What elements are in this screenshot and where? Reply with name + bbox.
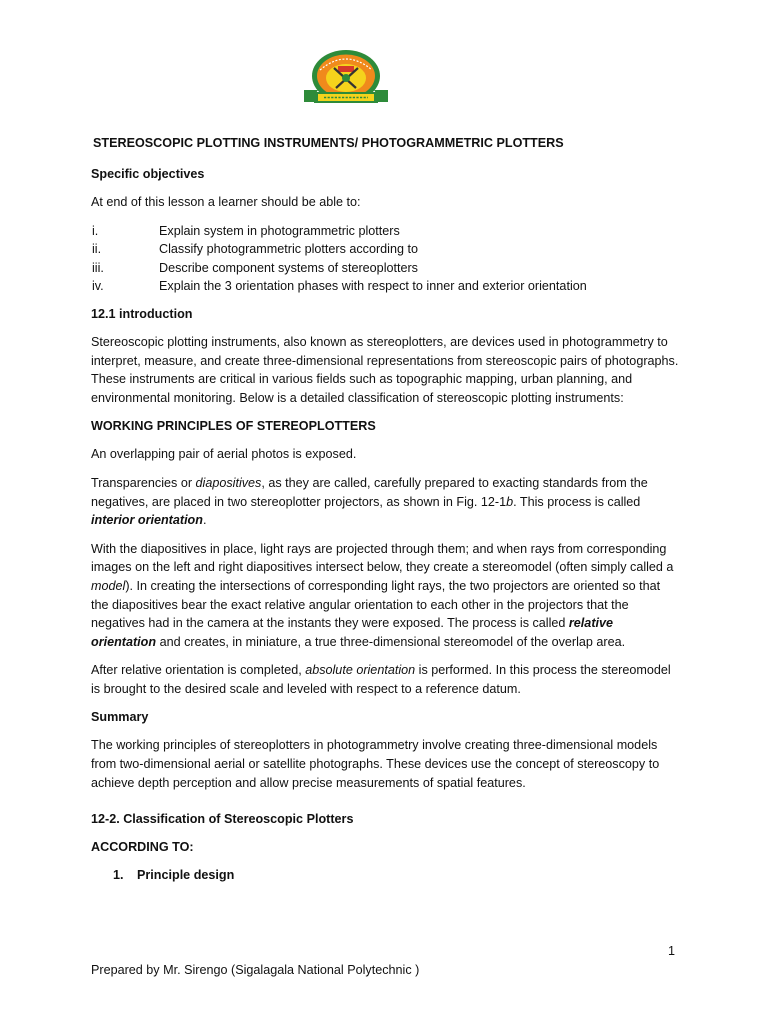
text-run: With the diapositives in place, light rays are projected through them; and when rays from corresponding images on the left and right diapositives intersect below, they create a stereomodel (often simply called a xyxy=(91,541,674,575)
text-run: , as they are called, carefully prepared to exacting standards from the negatives, are placed in two stereoplotter projectors, as shown in Fig. 12-1 xyxy=(91,475,648,509)
list-item-text: Explain the 3 orientation phases with respect to inner and exterior orientation xyxy=(159,279,587,294)
document-title: STEREOSCOPIC PLOTTING INSTRUMENTS/ PHOTOGRAMMETRIC PLOTTERS xyxy=(93,136,564,150)
text-run: . xyxy=(202,513,207,528)
text-run: is performed. In this process the stereomodel is brought to the desired scale and leveled with respect to a reference datum. xyxy=(91,663,671,696)
working-paragraph-3 xyxy=(91,540,681,652)
text-run-bold-italic: relative orientation xyxy=(91,616,614,649)
list-item-number: iii. xyxy=(92,260,104,275)
text-run: Transparencies or xyxy=(91,475,196,490)
list-item-number: ii. xyxy=(92,242,102,257)
text-run: and creates, in miniature, a true three-dimensional stereomodel of the overlap area. xyxy=(156,634,626,649)
page-number: 1 xyxy=(668,944,676,958)
text-run-italic: diapositives xyxy=(195,475,262,490)
text-run-italic: model xyxy=(91,578,126,593)
list-item-number: i. xyxy=(92,223,99,238)
list-item-text: Explain system in photogrammetric plotters xyxy=(159,223,400,238)
objectives-intro: At end of this lesson a learner should be able to: xyxy=(91,195,361,209)
text-run: ). In creating the intersections of corresponding light rays, the two projectors are oriented so that the diapositives bear the exact relative angular orientation to each other in the projectors that the negatives had in the camera at the instants they were exposed. The process is called xyxy=(91,578,661,631)
summary-heading: Summary xyxy=(91,710,149,725)
institution-logo xyxy=(300,46,392,110)
numbered-item-principle-design xyxy=(113,866,681,885)
text-run-bold-italic: interior orientation xyxy=(91,513,203,528)
page-footer: Prepared by Mr. Sirengo (Sigalagala National Polytechnic ) xyxy=(91,963,420,977)
logo-emblem xyxy=(342,74,350,82)
list-item-number: iv. xyxy=(92,279,104,294)
vertical-spacer xyxy=(91,802,681,810)
objectives-heading: Specific objectives xyxy=(91,167,205,181)
document-body xyxy=(91,134,681,885)
list-item xyxy=(91,240,681,259)
working-principles-heading: WORKING PRINCIPLES OF STEREOPLOTTERS xyxy=(91,419,376,434)
text-run-italic: b xyxy=(506,494,514,509)
according-to-heading: ACCORDING TO: xyxy=(91,840,194,855)
list-item xyxy=(91,222,681,241)
numbered-item-number: 1. xyxy=(113,868,124,883)
list-item xyxy=(91,277,681,296)
text-run: After relative orientation is completed, xyxy=(91,663,306,678)
list-item-text: Describe component systems of stereoplotters xyxy=(159,260,418,275)
objectives-list xyxy=(91,222,681,296)
text-run: . This process is called xyxy=(513,494,641,509)
working-paragraph-1: An overlapping pair of aerial photos is exposed. xyxy=(91,447,357,462)
classification-heading: 12-2. Classification of Stereoscopic Plotters xyxy=(91,812,354,827)
working-paragraph-2 xyxy=(91,474,681,530)
working-paragraph-4 xyxy=(91,661,681,698)
list-item xyxy=(91,259,681,278)
intro-paragraph: Stereoscopic plotting instruments, also known as stereoplotters, are devices used in photogrammetry to interpret, measure, and create three-dimensional representations from stereoscopic pairs of photographs. These instruments are critical in various fields such as topographic mapping, urban planning, and environmental monitoring. Below is a detailed classification of stereoscopic plotting instruments: xyxy=(91,334,679,405)
numbered-item-text: Principle design xyxy=(137,868,235,883)
intro-heading: 12.1 introduction xyxy=(91,306,193,321)
summary-paragraph: The working principles of stereoplotters in photogrammetry involve creating three-dimensional models from two-dimensional aerial or satellite photographs. These devices use the concept of stereoscopy to achieve depth perception and allow precise measurements of spatial features. xyxy=(91,738,660,790)
text-run-italic: absolute orientation xyxy=(305,663,416,678)
list-item-text: Classify photogrammetric plotters according to xyxy=(159,242,418,257)
logo-red-band xyxy=(338,66,354,72)
